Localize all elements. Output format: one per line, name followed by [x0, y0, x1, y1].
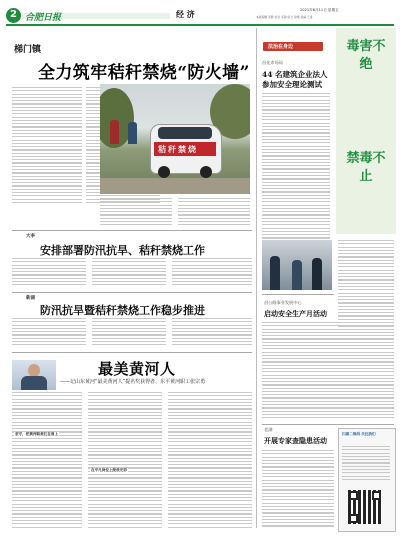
- story2-divider: [12, 230, 252, 231]
- page-number: 2: [10, 9, 17, 20]
- person-figure: [270, 256, 280, 290]
- story6-kicker: 老湖: [264, 427, 273, 432]
- story3-body-col3: [172, 318, 252, 348]
- qr-finder: [349, 514, 358, 523]
- story4-divider: [262, 294, 334, 295]
- car-wheel: [200, 166, 212, 178]
- sidebar-photo: [262, 240, 332, 290]
- person-figure: [312, 258, 322, 290]
- story1-headline: 全力筑牢秸秆禁烧“防火墙”: [38, 63, 250, 83]
- road: [100, 178, 250, 194]
- story5-subhead: ——记山东黄河“最美黄河人”提名奖获得者、东平黄河职工张宗勇: [60, 379, 206, 385]
- slogan-line1: 毒害不绝: [346, 39, 386, 72]
- story3-divider: [12, 292, 252, 293]
- person-figure: [128, 122, 137, 144]
- story5-subsection2: 在平凡岗位上绽放光彩: [91, 468, 127, 472]
- editor-line: 本版编辑 张静 校对 李敏 版式 徐晴 美编 王蕾: [256, 15, 313, 19]
- story1-kicker: 梯门镇: [14, 45, 42, 55]
- story2-body-col2: [92, 258, 166, 288]
- story2-body-col1: [12, 258, 86, 288]
- story2-body-col3: [172, 258, 252, 288]
- sidebar-headline-line1: 44 名建筑企业法人: [262, 70, 328, 79]
- story4-kicker: 昌公路事业发展中心: [264, 300, 302, 305]
- person-figure: [292, 260, 302, 290]
- car-wheel: [158, 166, 170, 178]
- date-line: 2021年6月11日 星期五: [300, 8, 339, 12]
- slogan-line2: 禁毒不止: [346, 151, 386, 184]
- story3-body-col1: [12, 318, 86, 348]
- story4-body: [262, 322, 394, 422]
- story1-body-col3: [100, 198, 172, 228]
- story1-body-col4: [178, 198, 250, 228]
- story5-body-col3: [168, 392, 252, 532]
- qr-code-icon[interactable]: [348, 490, 382, 524]
- person-figure: [110, 120, 119, 144]
- qr-finder: [349, 491, 358, 500]
- story1-photo: [100, 84, 250, 194]
- story6-divider: [262, 424, 394, 425]
- paper-name-logo: 合肥日报: [25, 13, 62, 23]
- sidebar-body: [262, 93, 330, 241]
- sidebar-divider: [256, 28, 257, 528]
- story1-body-col1: [12, 87, 82, 205]
- story3-headline: 防汛抗旱暨秸秆禁烧工作稳步推进: [40, 304, 205, 317]
- person-body: [21, 376, 47, 390]
- story5-divider: [12, 352, 252, 353]
- story5-portrait: [12, 360, 56, 390]
- sidebar-banner: 法治在身边: [268, 44, 294, 50]
- car-window: [158, 127, 212, 139]
- story2-headline: 安排部署防汛抗旱、秸秆禁烧工作: [40, 244, 205, 257]
- story5-headline: 最美黄河人: [98, 360, 176, 378]
- sidebar-kicker: 昌化市场局: [262, 60, 283, 65]
- story6-body: [262, 450, 334, 530]
- story5-body-col1: [12, 392, 82, 532]
- ad-headline: 扫描二维码 关注我们: [342, 432, 376, 436]
- section-label: 经 济: [176, 10, 195, 19]
- story3-body-col2: [92, 318, 166, 348]
- ad-body: [342, 446, 390, 484]
- story3-kicker: 新湖: [26, 296, 35, 301]
- story5-subsection1: 坚守，把黄河职责扛在肩上: [15, 432, 59, 436]
- sidebar-headline-line2: 参加安全理论测试: [262, 80, 322, 89]
- story5-body-col2: [88, 392, 162, 532]
- qr-finder: [372, 491, 381, 500]
- story4-headline: 启动安全生产月活动: [264, 309, 327, 318]
- story2-kicker: 大李: [26, 234, 35, 239]
- masthead-divider: [6, 24, 394, 26]
- story6-headline: 开展专家查隐患活动: [264, 436, 327, 445]
- car-banner-text: 秸秆禁烧: [158, 145, 198, 154]
